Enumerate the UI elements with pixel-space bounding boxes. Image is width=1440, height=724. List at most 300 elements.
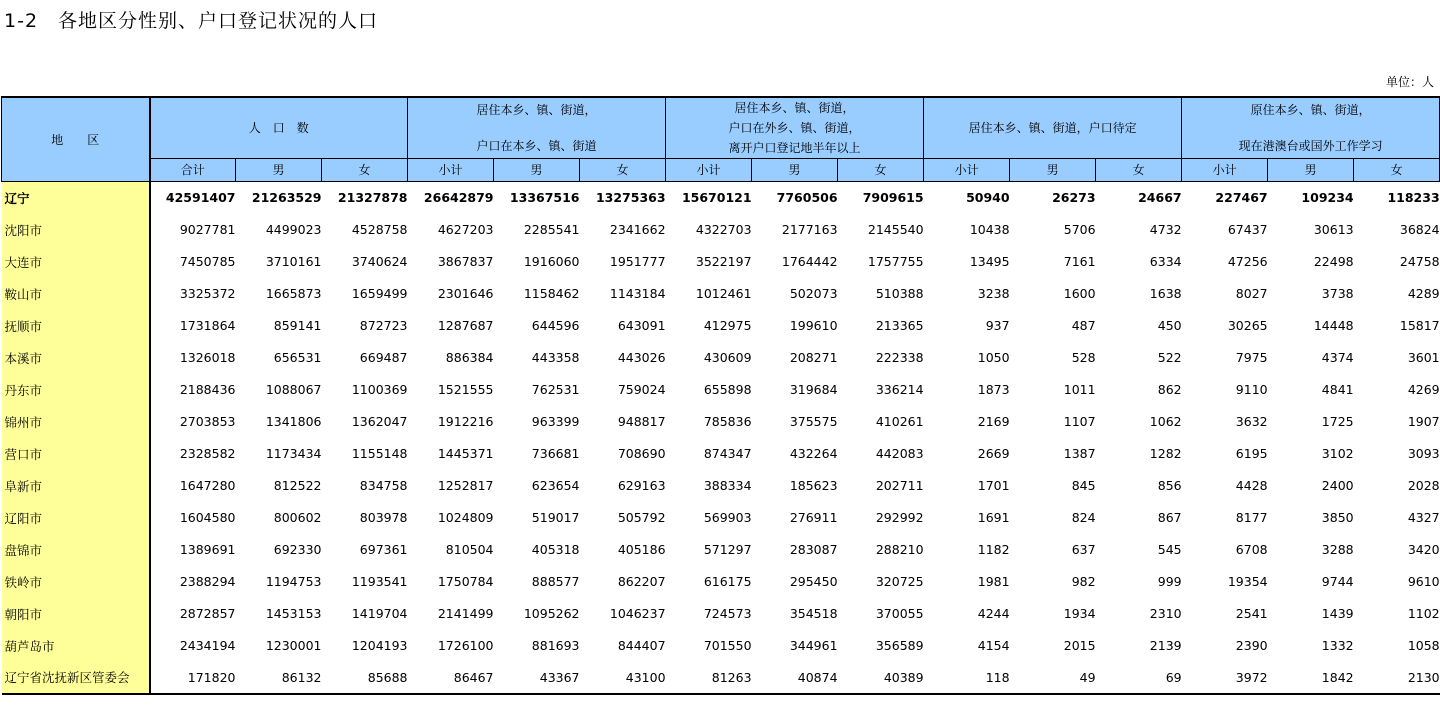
table-cell: 656531: [273, 350, 322, 365]
table-cell: 86467: [408, 662, 494, 694]
table-cell: 24758: [1399, 254, 1440, 269]
table-cell: 571297: [703, 542, 752, 557]
table-cell: 859141: [273, 318, 322, 333]
table-cell: 1024809: [437, 510, 494, 525]
table-cell: 4499023: [265, 222, 322, 237]
subheader-cell: 小计: [666, 159, 752, 182]
table-cell: 4732: [1149, 222, 1182, 237]
table-cell: 1521555: [437, 382, 494, 397]
table-cell: 2872857: [179, 606, 236, 621]
table-cell: 785836: [703, 414, 752, 429]
table-cell: 21263529: [251, 190, 322, 206]
table-cell: 7760506: [776, 190, 838, 206]
table-cell: 724573: [703, 606, 752, 621]
table-row: [2, 534, 1440, 566]
table-cell: 1912216: [437, 414, 494, 429]
table-cell: 669487: [359, 350, 408, 365]
table-cell: 4289: [1407, 286, 1440, 301]
table-cell: 5706: [1063, 222, 1096, 237]
table-cell: 86132: [236, 662, 322, 694]
table-cell: 3850: [1321, 510, 1354, 525]
table-cell: 4244: [977, 606, 1010, 621]
table-cell: 948817: [617, 414, 666, 429]
table-cell: 569903: [703, 510, 752, 525]
table-cell: 1750784: [437, 574, 494, 589]
table-cell: 40874: [752, 662, 838, 694]
table-cell: 432264: [789, 446, 838, 461]
table-cell: 405318: [531, 542, 580, 557]
table-cell: 1230001: [265, 638, 322, 653]
table-cell: 2703853: [179, 414, 236, 429]
table-cell: 1389691: [179, 542, 236, 557]
table-cell: 1604580: [179, 510, 236, 525]
table-cell: 7161: [1063, 254, 1096, 269]
table-cell: 43100: [580, 662, 666, 694]
region-name: 辽宁省沈抚新区管委会: [2, 662, 150, 694]
table-cell: 2341662: [609, 222, 666, 237]
table-cell: 9110: [1235, 382, 1268, 397]
table-cell: 30265: [1227, 318, 1268, 333]
table-cell: 1011: [1063, 382, 1096, 397]
table-cell: 2301646: [437, 286, 494, 301]
table-cell: 388334: [703, 478, 752, 493]
table-cell: 85688: [322, 662, 408, 694]
table-cell: 171820: [150, 662, 236, 694]
table-cell: 21327878: [337, 190, 408, 206]
table-cell: 623654: [531, 478, 580, 493]
region-name: 锦州市: [2, 406, 150, 438]
table-cell: 15817: [1399, 318, 1440, 333]
table-cell: 2388294: [179, 574, 236, 589]
region-name: 丹东市: [2, 374, 150, 406]
table-cell: 867: [1157, 510, 1182, 525]
table-cell: 1012461: [695, 286, 752, 301]
table-cell: 2400: [1321, 478, 1354, 493]
region-name: 辽阳市: [2, 502, 150, 534]
table-cell: 199610: [789, 318, 838, 333]
subheader-cell: 小计: [924, 159, 1010, 182]
table-cell: 655898: [703, 382, 752, 397]
table-cell: 2328582: [179, 446, 236, 461]
table-cell: 1764442: [781, 254, 838, 269]
table-cell: 4322703: [695, 222, 752, 237]
table-cell: 1600: [1063, 286, 1096, 301]
table-cell: 1419704: [351, 606, 408, 621]
table-cell: 834758: [359, 478, 408, 493]
table-cell: 982: [1071, 574, 1096, 589]
table-cell: 963399: [531, 414, 580, 429]
table-cell: 2028: [1407, 478, 1440, 493]
table-cell: 644596: [531, 318, 580, 333]
table-cell: 36824: [1399, 222, 1440, 237]
table-cell: 1731864: [179, 318, 236, 333]
table-cell: 487: [1071, 318, 1096, 333]
table-cell: 1332: [1321, 638, 1354, 653]
table-cell: 430609: [703, 350, 752, 365]
table-cell: 2145540: [867, 222, 924, 237]
table-cell: 1102: [1407, 606, 1440, 621]
table-cell: 276911: [789, 510, 838, 525]
table-cell: 862: [1157, 382, 1182, 397]
subheader-cell: 女: [322, 159, 408, 182]
table-cell: 3710161: [265, 254, 322, 269]
table-cell: 292992: [875, 510, 924, 525]
table-cell: 999: [1157, 574, 1182, 589]
table-cell: 2434194: [179, 638, 236, 653]
table-cell: 937: [985, 318, 1010, 333]
table-cell: 405186: [617, 542, 666, 557]
table-cell: 1439: [1321, 606, 1354, 621]
subheader-cell: 女: [1096, 159, 1182, 182]
table-cell: 13495: [969, 254, 1010, 269]
table-row: [2, 598, 1440, 630]
table-cell: 49: [1010, 662, 1096, 694]
table-cell: 886384: [445, 350, 494, 365]
subheader-row: [2, 159, 1440, 182]
table-cell: 208271: [789, 350, 838, 365]
table-cell: 2310: [1149, 606, 1182, 621]
region-name: 沈阳市: [2, 214, 150, 246]
table-cell: 1050: [977, 350, 1010, 365]
table-cell: 872723: [359, 318, 408, 333]
table-cell: 800602: [273, 510, 322, 525]
table-cell: 637: [1071, 542, 1096, 557]
table-cell: 888577: [531, 574, 580, 589]
region-name: 铁岭市: [2, 566, 150, 598]
table-cell: 344961: [789, 638, 838, 653]
subheader-cell: 男: [494, 159, 580, 182]
table-cell: 3420: [1407, 542, 1440, 557]
table-cell: 502073: [789, 286, 838, 301]
group-header-line: 人 口 数: [248, 121, 309, 135]
table-cell: 2541: [1235, 606, 1268, 621]
table-cell: 4528758: [351, 222, 408, 237]
region-name: 大连市: [2, 246, 150, 278]
table-cell: 708690: [617, 446, 666, 461]
region-name: 本溪市: [2, 342, 150, 374]
table-cell: 4327: [1407, 510, 1440, 525]
table-cell: 856: [1157, 478, 1182, 493]
group-header-total: [150, 97, 408, 159]
table-row: [2, 310, 1440, 342]
table-cell: 370055: [875, 606, 924, 621]
table-cell: 1143184: [609, 286, 666, 301]
table-cell: 1062: [1149, 414, 1182, 429]
table-cell: 410261: [875, 414, 924, 429]
table-cell: 2188436: [179, 382, 236, 397]
table-cell: 8177: [1235, 510, 1268, 525]
table-cell: 4154: [977, 638, 1010, 653]
table-cell: 118: [924, 662, 1010, 694]
group-header-migrant: [666, 97, 924, 159]
table-cell: 375575: [789, 414, 838, 429]
table-cell: 2141499: [437, 606, 494, 621]
table-cell: 43367: [494, 662, 580, 694]
subheader-cell: 男: [236, 159, 322, 182]
table-cell: 6708: [1235, 542, 1268, 557]
subheader-cell: 男: [1268, 159, 1354, 182]
table-cell: 185623: [789, 478, 838, 493]
table-cell: 81263: [666, 662, 752, 694]
table-cell: 812522: [273, 478, 322, 493]
table-cell: 701550: [703, 638, 752, 653]
table-cell: 4428: [1235, 478, 1268, 493]
table-cell: 616175: [703, 574, 752, 589]
table-cell: 6195: [1235, 446, 1268, 461]
region-name: 朝阳市: [2, 598, 150, 630]
table-cell: 450: [1157, 318, 1182, 333]
table-cell: 3238: [977, 286, 1010, 301]
table-cell: 67437: [1227, 222, 1268, 237]
table-cell: 443026: [617, 350, 666, 365]
table-cell: 1194753: [265, 574, 322, 589]
table-cell: 1282: [1149, 446, 1182, 461]
table-cell: 442083: [875, 446, 924, 461]
table-cell: 9610: [1407, 574, 1440, 589]
table-cell: 1252817: [437, 478, 494, 493]
table-cell: 2177163: [781, 222, 838, 237]
table-cell: 320725: [875, 574, 924, 589]
table-cell: 1665873: [265, 286, 322, 301]
table-cell: 412975: [703, 318, 752, 333]
table-cell: 1362047: [351, 414, 408, 429]
table-cell: 1182: [977, 542, 1010, 557]
table-cell: 3288: [1321, 542, 1354, 557]
table-cell: 844407: [617, 638, 666, 653]
table-cell: 26642879: [423, 190, 494, 206]
table-cell: 13367516: [509, 190, 580, 206]
subheader-cell: 女: [838, 159, 924, 182]
table-cell: 50940: [966, 190, 1010, 206]
table-cell: 1907: [1407, 414, 1440, 429]
table-cell: 1726100: [437, 638, 494, 653]
subheader-cell: 小计: [1182, 159, 1268, 182]
table-cell: 22498: [1313, 254, 1354, 269]
table-cell: 1916060: [523, 254, 580, 269]
table-cell: 736681: [531, 446, 580, 461]
group-header-line: 户口在外乡、镇、街道，: [728, 121, 861, 135]
table-cell: 1757755: [867, 254, 924, 269]
table-cell: 7975: [1235, 350, 1268, 365]
region-name: 盘锦市: [2, 534, 150, 566]
table-cell: 40389: [838, 662, 924, 694]
table-cell: 1647280: [179, 478, 236, 493]
table-cell: 3325372: [179, 286, 236, 301]
table-cell: 1453153: [265, 606, 322, 621]
table-cell: 1873: [977, 382, 1010, 397]
subheader-cell: 女: [1354, 159, 1440, 182]
table-cell: 19354: [1227, 574, 1268, 589]
table-row: [2, 566, 1440, 598]
table-cell: 354518: [789, 606, 838, 621]
table-cell: 874347: [703, 446, 752, 461]
region-name: 鞍山市: [2, 278, 150, 310]
table-cell: 643091: [617, 318, 666, 333]
table-cell: 692330: [273, 542, 322, 557]
table-cell: 2015: [1063, 638, 1096, 653]
region-name: 辽宁: [2, 182, 150, 214]
region-name: 阜新市: [2, 470, 150, 502]
table-cell: 1951777: [609, 254, 666, 269]
group-header-line: 居住本乡、镇、街道，: [734, 101, 855, 115]
table-cell: 213365: [875, 318, 924, 333]
table-cell: 356589: [875, 638, 924, 653]
table-cell: 519017: [531, 510, 580, 525]
table-cell: 2130: [1354, 662, 1440, 694]
group-header-line: 居住本乡、镇、街道，: [476, 103, 597, 117]
table-cell: 7450785: [179, 254, 236, 269]
table-cell: 1341806: [265, 414, 322, 429]
table-cell: 3093: [1407, 446, 1440, 461]
table-cell: 881693: [531, 638, 580, 653]
table-cell: 69: [1096, 662, 1182, 694]
table-cell: 1691: [977, 510, 1010, 525]
subheader-cell: 男: [752, 159, 838, 182]
table-cell: 1095262: [523, 606, 580, 621]
table-row: [2, 214, 1440, 246]
table-cell: 443358: [531, 350, 580, 365]
group-header-line: 现在港澳台或国外工作学习: [1238, 139, 1383, 153]
table-cell: 3972: [1182, 662, 1268, 694]
table-cell: 4841: [1321, 382, 1354, 397]
region-name: 葫芦岛市: [2, 630, 150, 662]
table-row: [2, 438, 1440, 470]
group-header-line: 原住本乡、镇、街道，: [1250, 103, 1371, 117]
table-cell: 295450: [789, 574, 838, 589]
group-header-line: 居住本乡、镇、街道，户口待定: [968, 121, 1137, 135]
table-cell: 15670121: [681, 190, 752, 206]
table-cell: 1088067: [265, 382, 322, 397]
subheader-cell: 女: [580, 159, 666, 182]
table-row: [2, 662, 1440, 694]
table-cell: 8027: [1235, 286, 1268, 301]
table-row: [2, 278, 1440, 310]
table-row: [2, 342, 1440, 374]
subheader-cell: 男: [1010, 159, 1096, 182]
table-cell: 109234: [1301, 190, 1354, 206]
table-cell: 629163: [617, 478, 666, 493]
table-cell: 1387: [1063, 446, 1096, 461]
table-cell: 1287687: [437, 318, 494, 333]
table-cell: 202711: [875, 478, 924, 493]
table-cell: 2390: [1235, 638, 1268, 653]
table-row: [2, 246, 1440, 278]
table-cell: 862207: [617, 574, 666, 589]
table-cell: 222338: [875, 350, 924, 365]
table-cell: 227467: [1215, 190, 1268, 206]
table-cell: 26273: [1052, 190, 1096, 206]
table-cell: 505792: [617, 510, 666, 525]
table-cell: 1193541: [351, 574, 408, 589]
table-cell: 283087: [789, 542, 838, 557]
table-cell: 24667: [1138, 190, 1182, 206]
table-cell: 1934: [1063, 606, 1096, 621]
table-row: [2, 502, 1440, 534]
table-cell: 336214: [875, 382, 924, 397]
group-header-pending: [924, 97, 1182, 159]
table-cell: 14448: [1313, 318, 1354, 333]
table-cell: 2285541: [523, 222, 580, 237]
table-cell: 9027781: [179, 222, 236, 237]
table-cell: 118233: [1387, 190, 1440, 206]
table-cell: 13275363: [595, 190, 666, 206]
table-cell: 1155148: [351, 446, 408, 461]
table-cell: 1981: [977, 574, 1010, 589]
population-table: [1, 96, 1440, 695]
table-cell: 3102: [1321, 446, 1354, 461]
table-cell: 1204193: [351, 638, 408, 653]
table-cell: 3601: [1407, 350, 1440, 365]
table-cell: 528: [1071, 350, 1096, 365]
region-name: 抚顺市: [2, 310, 150, 342]
table-cell: 10438: [969, 222, 1010, 237]
table-cell: 697361: [359, 542, 408, 557]
page-title: 1-2 各地区分性别、户口登记状况的人口: [4, 10, 379, 32]
table-cell: 759024: [617, 382, 666, 397]
table-row: [2, 470, 1440, 502]
table-cell: 2139: [1149, 638, 1182, 653]
table-cell: 3867837: [437, 254, 494, 269]
table-row: [2, 630, 1440, 662]
table-cell: 1173434: [265, 446, 322, 461]
table-cell: 4627203: [437, 222, 494, 237]
table-cell: 6334: [1149, 254, 1182, 269]
table-cell: 9744: [1321, 574, 1354, 589]
table-cell: 47256: [1227, 254, 1268, 269]
table-cell: 288210: [875, 542, 924, 557]
table-cell: 1058: [1407, 638, 1440, 653]
unit-label: 单位：人: [1385, 75, 1434, 89]
table-cell: 2669: [977, 446, 1010, 461]
table-cell: 1638: [1149, 286, 1182, 301]
table-cell: 3738: [1321, 286, 1354, 301]
table-cell: 3740624: [351, 254, 408, 269]
table-cell: 803978: [359, 510, 408, 525]
group-header-line: 离开户口登记地半年以上: [728, 141, 861, 155]
table-cell: 4269: [1407, 382, 1440, 397]
table-cell: 2169: [977, 414, 1010, 429]
table-cell: 1659499: [351, 286, 408, 301]
table-cell: 4374: [1321, 350, 1354, 365]
subheader-cell: 合计: [150, 159, 236, 182]
table-cell: 845: [1071, 478, 1096, 493]
table-cell: 7909615: [862, 190, 924, 206]
table-cell: 1158462: [523, 286, 580, 301]
table-cell: 824: [1071, 510, 1096, 525]
table-cell: 1046237: [609, 606, 666, 621]
table-cell: 522: [1157, 350, 1182, 365]
table-cell: 1107: [1063, 414, 1096, 429]
table-cell: 1701: [977, 478, 1010, 493]
group-header-line: 户口在本乡、镇、街道: [476, 139, 597, 153]
table-cell: 1445371: [437, 446, 494, 461]
region-header: 地 区: [2, 97, 150, 182]
table-cell: 1842: [1268, 662, 1354, 694]
table-cell: 3632: [1235, 414, 1268, 429]
subheader-cell: 小计: [408, 159, 494, 182]
table-row: [2, 406, 1440, 438]
table-cell: 3522197: [695, 254, 752, 269]
table-row: [2, 182, 1440, 214]
table-row: [2, 374, 1440, 406]
table-cell: 545: [1157, 542, 1182, 557]
group-header-abroad: [1182, 97, 1440, 159]
table-cell: 1326018: [179, 350, 236, 365]
table-cell: 762531: [531, 382, 580, 397]
table-cell: 42591407: [165, 190, 236, 206]
table-cell: 510388: [875, 286, 924, 301]
table-cell: 810504: [445, 542, 494, 557]
